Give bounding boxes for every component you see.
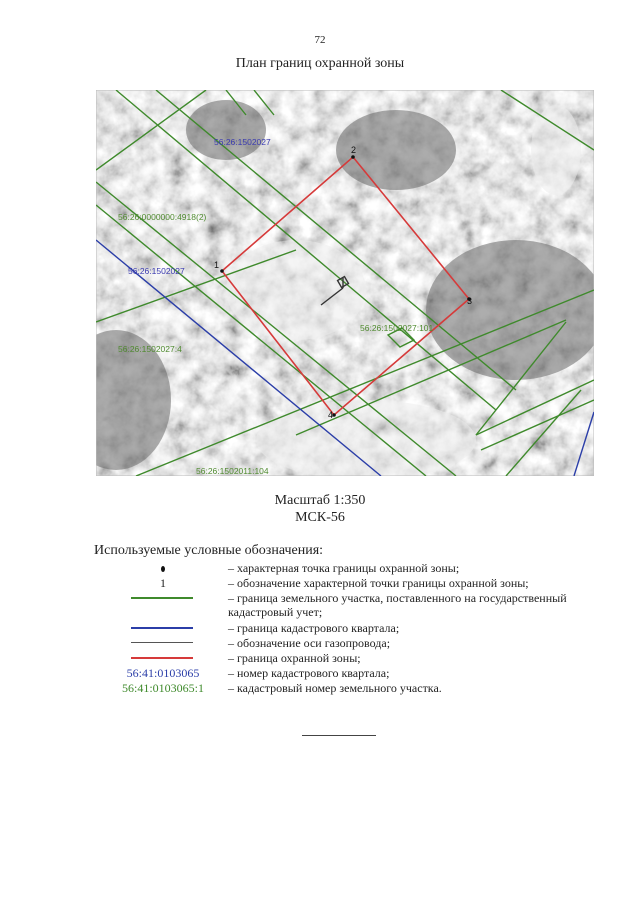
legend-item-text: – кадастровый номер земельного участка. bbox=[228, 681, 442, 695]
legend-item-text: – граница охранной зоны; bbox=[228, 651, 361, 665]
point-number-symbol: 1 bbox=[160, 576, 166, 590]
legend-item-text: – характерная точка границы охранной зоны; bbox=[228, 561, 460, 575]
boundary-plan-map bbox=[96, 90, 594, 476]
parcel-label: 56:26:1502027:101 bbox=[360, 323, 434, 333]
scale-block bbox=[0, 492, 640, 526]
parcel-label: 56:26:1502027:4 bbox=[118, 344, 182, 354]
page-title: План границ охранной зоны bbox=[235, 56, 405, 71]
point-label-4: 4 bbox=[328, 410, 334, 420]
protection-zone-symbol bbox=[131, 657, 193, 659]
legend-item-text: – граница кадастрового квартала; bbox=[228, 621, 400, 635]
parcel-number-symbol: 56:41:0103065:1 bbox=[121, 681, 204, 695]
pipeline-axis-symbol bbox=[131, 642, 193, 643]
point-label-2: 2 bbox=[351, 145, 357, 155]
legend-title: Используемые условные обозначения: bbox=[94, 543, 324, 558]
quarter-boundary-symbol bbox=[131, 627, 193, 629]
closing-divider bbox=[302, 735, 376, 736]
coordinate-system-label: МСК-56 bbox=[295, 510, 345, 525]
scale-label: Масштаб 1:350 bbox=[274, 493, 366, 508]
quarter-number-symbol: 56:41:0103065 bbox=[126, 666, 200, 680]
parcel-boundary-symbol bbox=[131, 597, 193, 599]
quarter-label: 56:26:1502027 bbox=[128, 266, 185, 276]
parcel-label: 56:26:1502011:104 bbox=[196, 466, 269, 476]
point-label-3: 3 bbox=[467, 296, 473, 306]
parcel-label: 56:26:0000000:4918(2) bbox=[118, 212, 207, 222]
quarter-label: 56:26:1502027 bbox=[214, 137, 271, 147]
point-label-1: 1 bbox=[214, 260, 220, 270]
legend-item-text: – обозначение оси газопровода; bbox=[228, 636, 391, 650]
legend-item-text: – обозначение характерной точки границы охранной зоны; bbox=[228, 576, 529, 590]
legend-item-text: – граница земельного участка, поставленного на государственный кадастровый учет; bbox=[228, 591, 567, 619]
characteristic-point-symbol bbox=[161, 566, 165, 572]
page-number: 72 bbox=[314, 34, 326, 46]
legend-item-text: – номер кадастрового квартала; bbox=[228, 666, 390, 680]
